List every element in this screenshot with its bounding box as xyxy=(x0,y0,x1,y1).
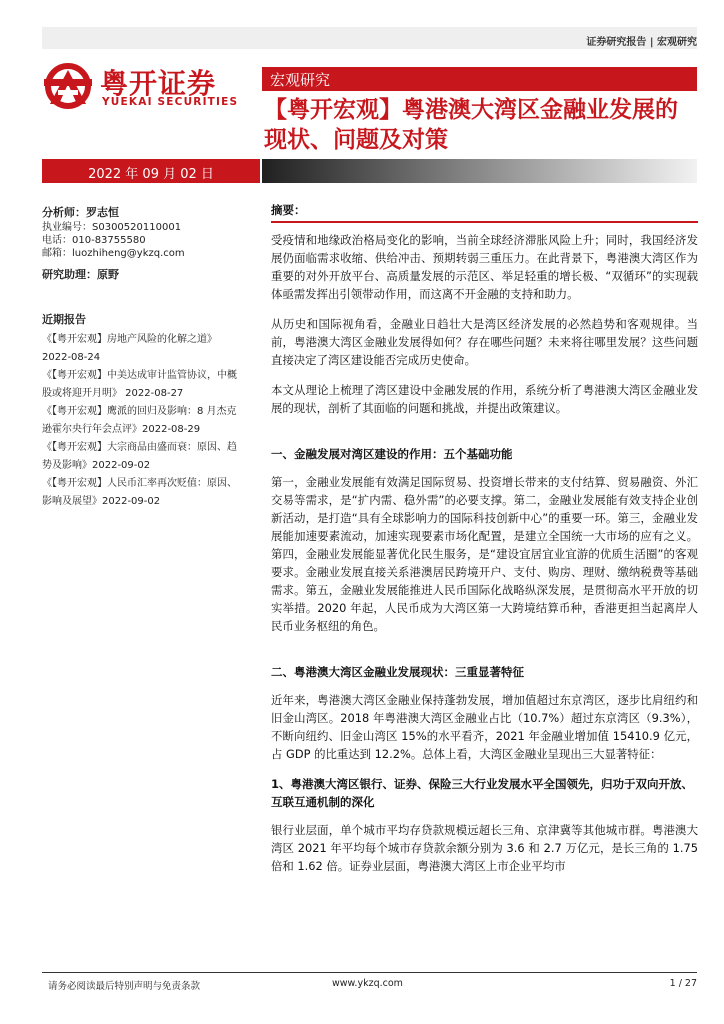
footer-url[interactable]: www.ykzq.com xyxy=(332,978,403,989)
recent-reports-heading: 近期报告 xyxy=(42,313,86,326)
subsection-heading: 1、粤港澳大湾区银行、证券、保险三大行业发展水平全国领先，归功于双向开放、互联互通机制的深化 xyxy=(271,777,693,809)
recent-report-item[interactable]: 《【粤开宏观】鹰派的回归及影响：8 月杰克逊霍尔央行年会点评》2022-08-29 xyxy=(42,406,237,435)
date-banner xyxy=(42,159,260,183)
report-title: 【粤开宏观】粤港澳大湾区金融业发展的现状、问题及对策 xyxy=(264,97,678,153)
footer-disclaimer: 请务必阅读最后特别声明与免责条款 xyxy=(48,981,201,992)
paragraph: 从历史和国际视角看，金融业日趋壮大是湾区经济发展的必然趋势和客观规律。当前，粤港澳大湾区金融业发展得如何？存在哪些问题？未来将往哪里发展？这些问题直接决定了湾区建设能否完成历史使命。 xyxy=(271,317,698,367)
recent-report-item[interactable]: 《【粤开宏观】房地产风险的化解之道》2022-08-24 xyxy=(42,334,217,363)
doc-type-label: 证券研究报告 | 宏观研究 xyxy=(586,37,697,48)
yuekai-logo-icon xyxy=(42,62,94,110)
logo-chinese-name: 粤开证券 xyxy=(100,67,217,100)
analyst-phone: 电话：010-83755580 xyxy=(42,235,146,246)
section-heading: 一、金融发展对湾区建设的作用：五个基础功能 xyxy=(271,447,513,461)
report-body xyxy=(271,201,698,887)
research-assistant: 研究助理：原野 xyxy=(42,268,119,281)
company-logo xyxy=(42,62,252,110)
abstract-divider xyxy=(271,221,698,223)
paragraph: 近年来，粤港澳大湾区金融业保持蓬勃发展，增加值超过东京湾区，逐步比肩纽约和旧金山湾区。2018 年粤港澳大湾区金融业占比（10.7%）超过东京湾区（9.3%），不断向纽约、旧金山湾区 15%的水平看齐，2021 年金融业增加值 15410.9 亿元，占 GDP 的比重达到 12.2%。总体上看，大湾区金融业呈现出三大显著特征： xyxy=(271,693,698,761)
abstract-label: 摘要： xyxy=(271,203,306,217)
paragraph: 本文从理论上梳理了湾区建设中金融发展的作用，系统分析了粤港澳大湾区金融业发展的现状，剖析了其面临的问题和挑战，并提出政策建议。 xyxy=(271,383,698,415)
analyst-email[interactable]: 邮箱：luozhiheng@ykzq.com xyxy=(42,248,185,259)
gradient-bar xyxy=(262,159,697,183)
analyst-name: 分析师：罗志恒 xyxy=(42,206,119,219)
category-label: 宏观研究 xyxy=(270,71,331,89)
recent-report-item[interactable]: 《【粤开宏观】人民币汇率再次贬值：原因、影响及展望》2022-09-02 xyxy=(42,478,237,507)
category-banner xyxy=(262,67,697,91)
report-date: 2022 年 09 月 02 日 xyxy=(88,167,214,182)
recent-report-item[interactable]: 《【粤开宏观】大宗商品由盛而衰：原因、趋势及影响》2022-09-02 xyxy=(42,442,237,471)
recent-report-item[interactable]: 《【粤开宏观】中美达成审计监管协议，中概股或将迎开月明》 2022-08-27 xyxy=(42,370,237,399)
sidebar xyxy=(42,206,246,511)
paragraph: 银行业层面，单个城市平均存贷款规模远超长三角、京津冀等其他城市群。粤港澳大湾区 2021 年平均每个城市存贷款余额分别为 3.6 和 2.7 万亿元，是长三角的 1.75 倍和 1.62 倍。证券业层面，粤港澳大湾区上市企业平均市 xyxy=(271,823,698,873)
analyst-license: 执业编号：S0300520110001 xyxy=(42,222,182,233)
paragraph: 第一，金融业发展能有效满足国际贸易、投资增长带来的支付结算、贸易融资、外汇交易等需求，是“扩内需、稳外需”的必要支撑。第二，金融业发展能有效支持企业创新活动，是打造“具有全球影响力的国际科技创新中心”的重要一环。第三，金融业发展能加速要素流动，加速实现要素市场化配置，是建立全国统一大市场的应有之义。第四，金融业发展能显著优化民生服务，是“建设宜居宜业宜游的优质生活圈”的客观要求。金融业发展直接关系港澳居民跨境开户、支付、购房、理财、缴纳税费等基础需求。第五，金融业发展能推进人民币国际化战略纵深发展，是贯彻高水平开放的切实举措。2020 年起，人民币成为大湾区第一大跨境结算币种，香港更担当起离岸人民币业务枢纽的角色。 xyxy=(271,475,698,633)
page-number: 1 / 27 xyxy=(669,978,697,989)
section-heading: 二、粤港澳大湾区金融业发展现状：三重显著特征 xyxy=(271,665,524,679)
footer-divider xyxy=(42,972,697,973)
top-header-bar xyxy=(42,27,697,49)
logo-english-name: YUEKAI SECURITIES xyxy=(102,96,239,108)
paragraph: 受疫情和地缘政治格局变化的影响，当前全球经济滞胀风险上升；同时，我国经济发展仍面临需求收缩、供给冲击、预期转弱三重压力。在此背景下，粤港澳大湾区作为重要的对外开放平台、高质量发展的示范区、举足轻重的增长极、“双循环”的实现载体亟需发挥出引领带动作用，而这离不开金融的支持和助力。 xyxy=(271,233,698,301)
